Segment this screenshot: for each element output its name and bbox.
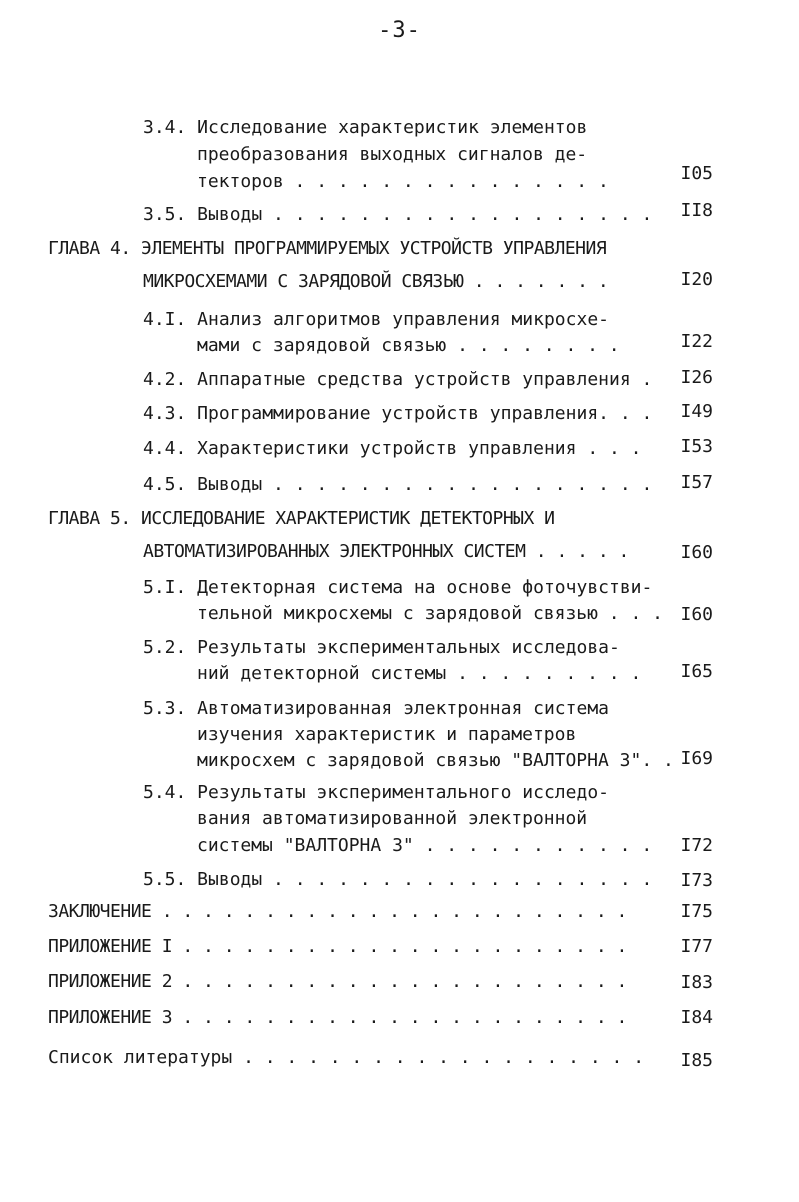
toc-entry-5-4-line-3: системы "ВАЛТОРНА 3" . . . . . . . . . . .	[197, 835, 653, 856]
toc-entry-3-4-line-1: 3.4. Исследование характеристик элементов	[143, 117, 588, 138]
toc-chapter-4-line-1: ГЛАВА 4. ЭЛЕМЕНТЫ ПРОГРАММИРУЕМЫХ УСТРОЙСТВ УПРАВЛЕНИЯ	[48, 238, 607, 259]
toc-chapter-5-line-1: ГЛАВА 5. ИССЛЕДОВАНИЕ ХАРАКТЕРИСТИК ДЕТЕКТОРНЫХ И	[48, 508, 555, 529]
toc-chapter-5-page: I60	[680, 542, 713, 563]
toc-entry-5-5: 5.5. Выводы . . . . . . . . . . . . . . . . . .	[143, 869, 653, 890]
toc-entry-4-4: 4.4. Характеристики устройств управления . . .	[143, 438, 642, 459]
toc-entry-5-1-page: I60	[680, 604, 713, 625]
toc-entry-4-2-page: I26	[680, 367, 713, 388]
toc-appendix-1-page: I77	[680, 936, 713, 957]
toc-entry-4-1-page: I22	[680, 331, 713, 352]
page-number: -3-	[378, 18, 421, 43]
toc-entry-5-3-line-1: 5.3. Автоматизированная электронная система	[143, 698, 609, 719]
toc-conclusion-page: I75	[680, 901, 713, 922]
toc-entry-4-2: 4.2. Аппаратные средства устройств управления .	[143, 369, 653, 390]
toc-entry-4-3-page: I49	[680, 401, 713, 422]
toc-references-page: I85	[680, 1050, 713, 1071]
toc-entry-5-4-line-2: вания автоматизированной электронной	[197, 808, 588, 829]
toc-entry-5-2-line-1: 5.2. Результаты экспериментальных исследова-	[143, 637, 620, 658]
toc-entry-5-4-line-1: 5.4. Результаты экспериментального исследо-	[143, 782, 609, 803]
toc-entry-4-5-page: I57	[680, 472, 713, 493]
toc-entry-3-4-line-3: текторов . . . . . . . . . . . . . . .	[197, 171, 609, 192]
toc-chapter-5-line-2: АВТОМАТИЗИРОВАННЫХ ЭЛЕКТРОННЫХ СИСТЕМ . . . . .	[143, 541, 629, 562]
toc-entry-4-5: 4.5. Выводы . . . . . . . . . . . . . . . . . .	[143, 474, 653, 495]
toc-entry-4-1-line-2: мами с зарядовой связью . . . . . . . .	[197, 335, 620, 356]
toc-entry-5-2-line-2: ний детекторной системы . . . . . . . . .	[197, 663, 642, 684]
toc-chapter-4-line-2: МИКРОСХЕМАМИ С ЗАРЯДОВОЙ СВЯЗЬЮ . . . . . . .	[143, 271, 609, 292]
toc-entry-3-5: 3.5. Выводы . . . . . . . . . . . . . . . . . .	[143, 204, 653, 225]
toc-entry-5-2-page: I65	[680, 661, 713, 682]
toc-appendix-2: ПРИЛОЖЕНИЕ 2 . . . . . . . . . . . . . . . . . . . . . .	[48, 971, 627, 992]
toc-entry-3-4-line-2: преобразования выходных сигналов де-	[197, 144, 588, 165]
toc-entry-5-4-page: I72	[680, 835, 713, 856]
toc-entry-5-5-page: I73	[680, 870, 713, 891]
toc-appendix-1: ПРИЛОЖЕНИЕ I . . . . . . . . . . . . . . . . . . . . . .	[48, 936, 627, 957]
toc-conclusion: ЗАКЛЮЧЕНИЕ . . . . . . . . . . . . . . . . . . . . . . .	[48, 901, 627, 922]
toc-appendix-2-page: I83	[680, 972, 713, 993]
toc-appendix-3: ПРИЛОЖЕНИЕ 3 . . . . . . . . . . . . . . . . . . . . . .	[48, 1007, 627, 1028]
toc-entry-5-3-page: I69	[680, 748, 713, 769]
toc-references: Список литературы . . . . . . . . . . . . . . . . . . .	[48, 1047, 645, 1068]
toc-chapter-4-page: I20	[680, 269, 713, 290]
toc-entry-5-1-line-1: 5.I. Детекторная система на основе фоточувстви-	[143, 577, 653, 598]
toc-entry-4-1-line-1: 4.I. Анализ алгоритмов управления микросхе-	[143, 309, 609, 330]
toc-entry-4-4-page: I53	[680, 436, 713, 457]
toc-entry-4-3: 4.3. Программирование устройств управления. . .	[143, 403, 653, 424]
toc-entry-3-5-page: II8	[680, 200, 713, 221]
toc-appendix-3-page: I84	[680, 1007, 713, 1028]
toc-entry-3-4-page: I05	[680, 163, 713, 184]
toc-entry-5-3-line-2: изучения характеристик и параметров	[197, 724, 577, 745]
toc-entry-5-3-line-3: микросхем с зарядовой связью "ВАЛТОРНА 3". .	[197, 750, 674, 771]
toc-entry-5-1-line-2: тельной микросхемы с зарядовой связью . . .	[197, 603, 663, 624]
